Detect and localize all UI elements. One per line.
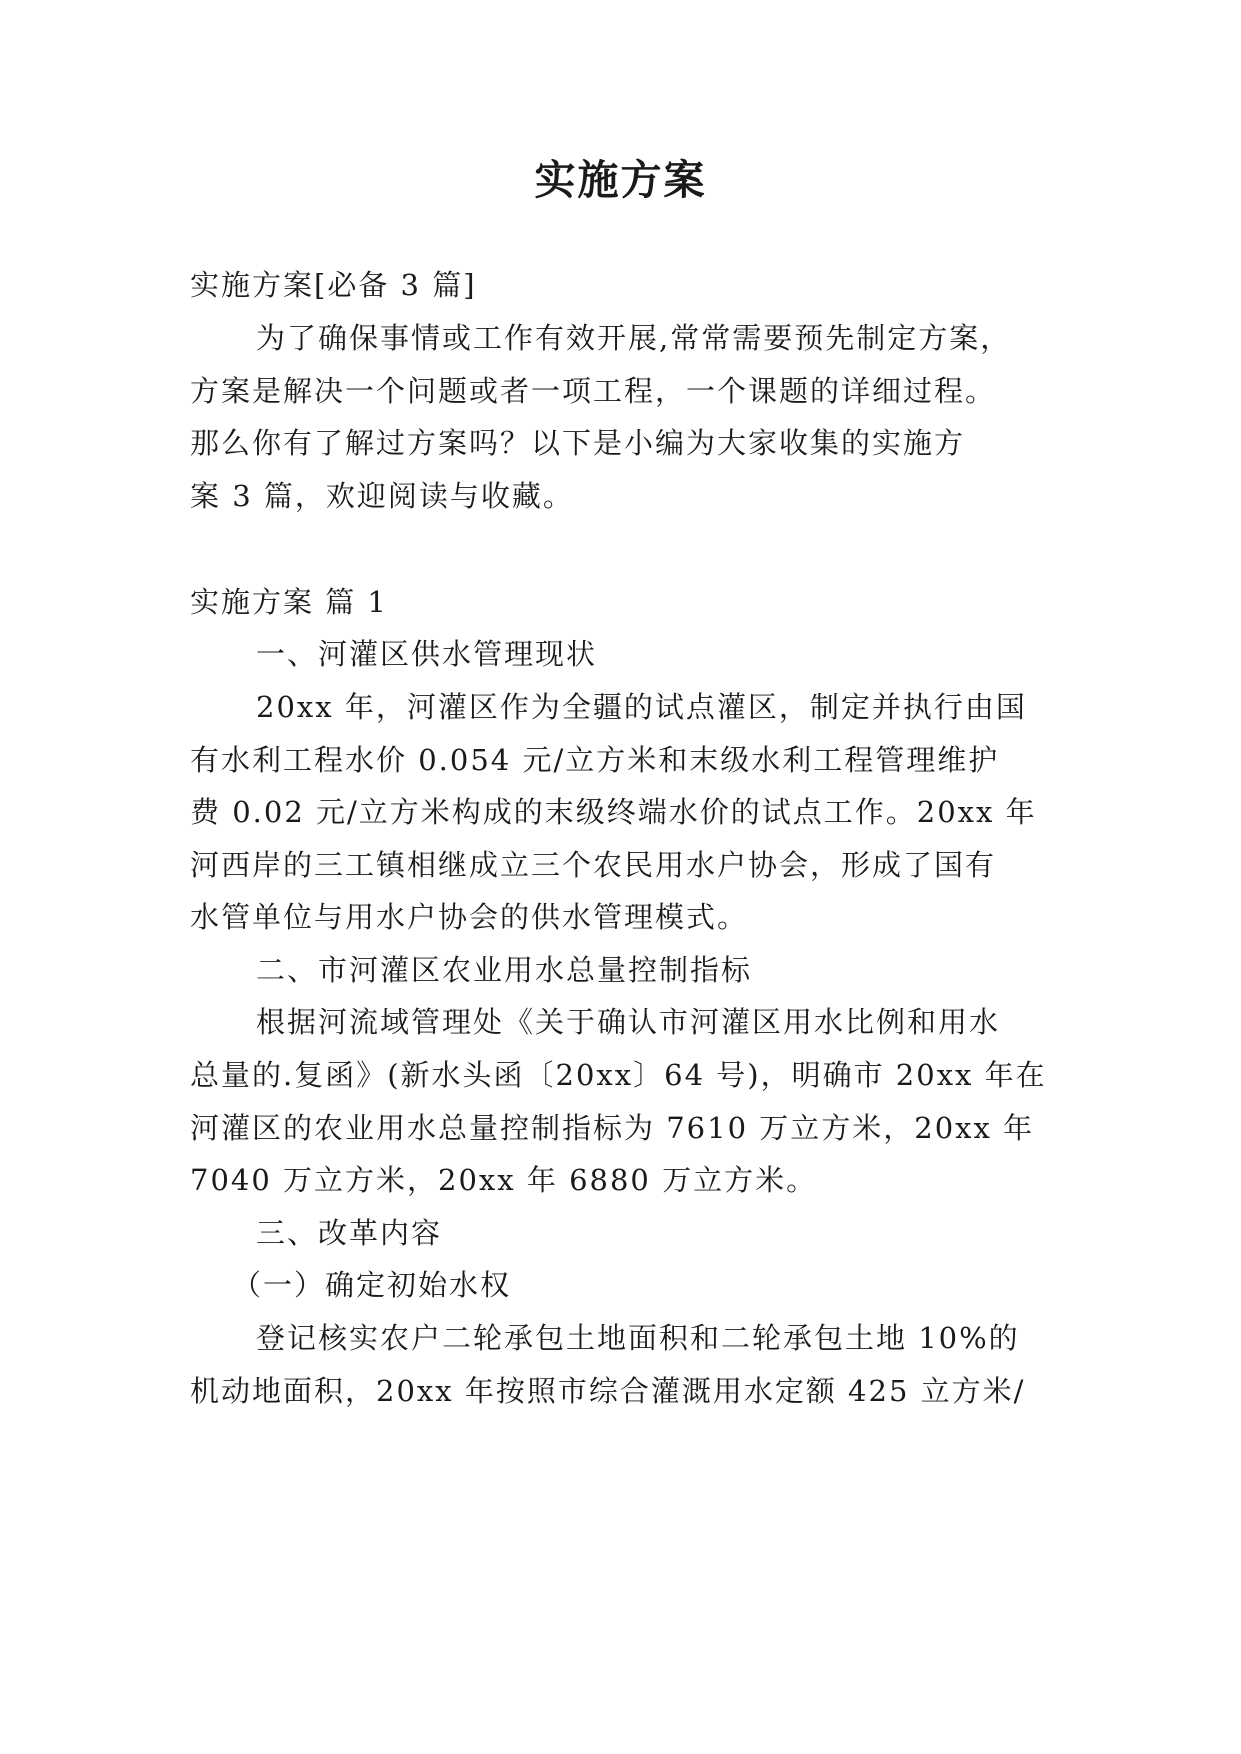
section-heading: 实施方案 篇 1: [190, 585, 388, 619]
paragraph-line: 总量的.复函》(新水头函〔20xx〕64 号)，明确市 20xx 年在: [190, 1058, 1047, 1092]
heading-control-index: 二、市河灌区农业用水总量控制指标: [256, 953, 753, 987]
paragraph-line: 20xx 年，河灌区作为全疆的试点灌区，制定并执行由国: [256, 690, 1027, 724]
intro-line: 为了确保事情或工作有效开展,常常需要预先制定方案，: [256, 321, 1012, 355]
paragraph-line: 水管单位与用水户协会的供水管理模式。: [190, 900, 749, 934]
paragraph-line: 登记核实农户二轮承包土地面积和二轮承包土地 10%的: [256, 1321, 1020, 1355]
document-title: 实施方案: [534, 156, 707, 204]
paragraph-line: 根据河流域管理处《关于确认市河灌区用水比例和用水: [256, 1005, 1001, 1039]
document-subtitle: 实施方案[必备 3 篇]: [190, 268, 477, 302]
subheading-water-rights: （一）确定初始水权: [232, 1268, 512, 1302]
intro-line: 方案是解决一个问题或者一项工程，一个课题的详细过程。: [190, 374, 997, 408]
paragraph-line: 河西岸的三工镇相继成立三个农民用水户协会，形成了国有: [190, 848, 997, 882]
heading-reform: 三、改革内容: [256, 1216, 443, 1250]
paragraph-line: 费 0.02 元/立方米构成的末级终端水价的试点工作。20xx 年: [190, 795, 1037, 829]
paragraph-line: 7040 万立方米，20xx 年 6880 万立方米。: [190, 1163, 818, 1197]
intro-line: 案 3 篇，欢迎阅读与收藏。: [190, 479, 574, 513]
paragraph-line: 机动地面积，20xx 年按照市综合灌溉用水定额 425 立方米/: [190, 1374, 1026, 1408]
heading-status: 一、河灌区供水管理现状: [256, 637, 598, 671]
paragraph-line: 有水利工程水价 0.054 元/立方米和末级水利工程管理维护: [190, 743, 1000, 777]
paragraph-line: 河灌区的农业用水总量控制指标为 7610 万立方米，20xx 年: [190, 1111, 1035, 1145]
intro-line: 那么你有了解过方案吗？以下是小编为大家收集的实施方: [190, 426, 966, 460]
